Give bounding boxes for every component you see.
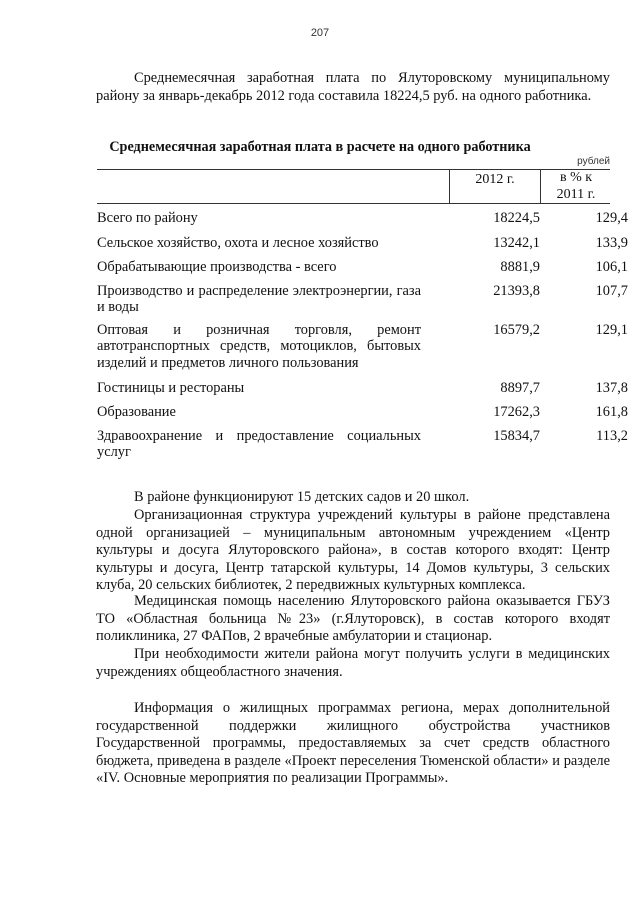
row-value-percent: 137,8 <box>595 380 628 396</box>
row-value-2012: 21393,8 <box>493 283 540 299</box>
row-value-percent: 133,9 <box>595 235 628 251</box>
row-label: Здравоохранение и предоставление социальных услуг <box>97 428 421 461</box>
row-label: Гостиницы и рестораны <box>97 380 245 396</box>
page-number: 207 <box>310 27 330 39</box>
schools-paragraph: В районе функционируют 15 детских садов и 20 школ. <box>134 489 470 505</box>
column-header-percent-line: в % к <box>559 170 593 185</box>
column-header-percent <box>541 170 611 203</box>
housing-programs-paragraph: Информация о жилищных программах региона, мерах дополнительной государственной поддержки жилищного обустройства участников Государственной программы, предоставляемых за счет средств областного бюджета, приведена в разделе «Проект переселения Тюменской области» и разделе «IV. Основные мероприятия по реализации Программы». <box>96 700 610 787</box>
row-value-percent: 129,1 <box>595 322 628 338</box>
culture-paragraph: Организационная структура учреждений культуры в районе представлена одной организацией – муниципальным автономным учреждением «Центр культуры и досуга Ялуторовского района», в состав которого входят: Центр культуры и досуга, Центр татарской культуры, 14 Домов культуры, 3 сельских клуба, 20 сельских библиотек, 2 передвижных культурных комплекса. <box>96 507 610 594</box>
table-top-rule <box>97 169 610 170</box>
row-label: Сельское хозяйство, охота и лесное хозяйство <box>97 235 379 251</box>
row-value-percent: 113,2 <box>596 428 628 444</box>
regional-services-paragraph: При необходимости жители района могут получить услуги в медицинских учреждениях общеобластного значения. <box>96 646 610 680</box>
row-value-2012: 15834,7 <box>493 428 540 444</box>
row-label: Образование <box>97 404 176 420</box>
column-header-percent-line: 2011 г. <box>556 186 596 202</box>
row-value-percent: 161,8 <box>595 404 628 420</box>
row-value-2012: 13242,1 <box>493 235 540 251</box>
row-value-2012: 16579,2 <box>493 322 540 338</box>
table-unit: рублей <box>577 156 610 167</box>
row-value-percent: 129,4 <box>595 210 628 226</box>
intro-paragraph: Среднемесячная заработная плата по Ялуторовскому муниципальному району за январь-декабрь 2012 года составила 18224,5 руб. на одного работника. <box>96 70 610 104</box>
row-label: Оптовая и розничная торговля, ремонт автотранспортных средств, мотоциклов, бытовых изделий и предметов личного пользования <box>97 322 421 371</box>
column-header-year: 2012 г. <box>475 172 515 187</box>
row-value-2012: 8897,7 <box>500 380 540 396</box>
row-label: Обрабатывающие производства - всего <box>97 259 337 275</box>
medical-paragraph: Медицинская помощь населению Ялуторовского района оказывается ГБУЗ ТО «Областная больница №23» (г.Ялуторовск), в состав которого входят поликлиника, 27 ФАПов, 2 врачебные амбулатории и стационар. <box>96 593 610 645</box>
row-value-2012: 8881,9 <box>500 259 540 275</box>
row-value-2012: 18224,5 <box>493 210 540 226</box>
row-value-2012: 17262,3 <box>493 404 540 420</box>
table-title: Среднемесячная заработная плата в расчете на одного работника <box>109 139 531 155</box>
row-value-percent: 107,7 <box>595 283 628 299</box>
row-label: Производство и распределение электроэнергии, газа и воды <box>97 283 421 316</box>
row-label: Всего по району <box>97 210 198 226</box>
row-value-percent: 106,1 <box>595 259 628 275</box>
table-header-rule <box>97 203 610 204</box>
